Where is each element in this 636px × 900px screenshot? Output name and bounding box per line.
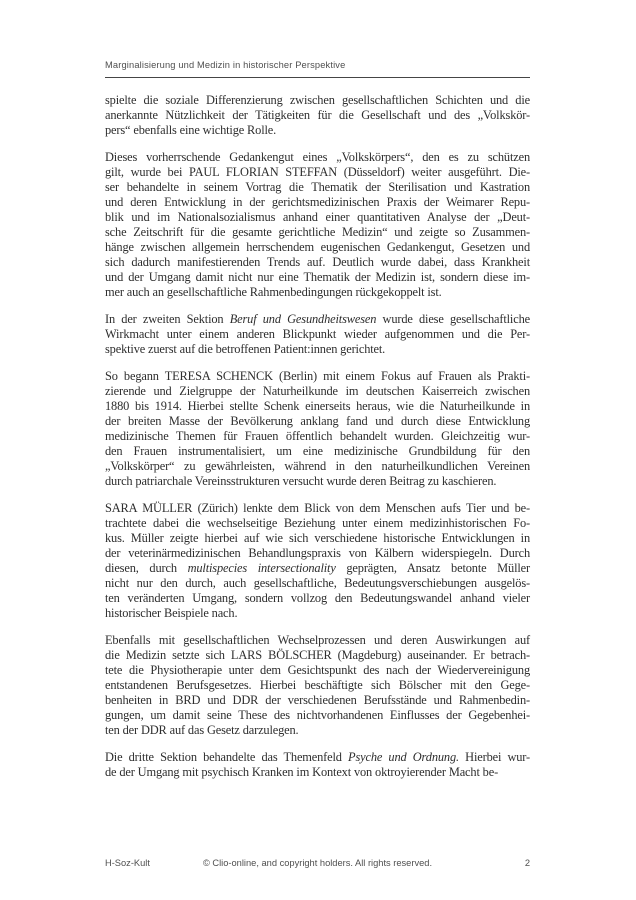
- text-line: [105, 384, 530, 399]
- text-line: [105, 150, 530, 165]
- italic-run: multispecies intersectionality: [187, 561, 336, 575]
- paragraph: [105, 312, 530, 357]
- text-run: und deren Entwicklung in der gerichtsmedizinischen Praxis der Weimarer Repu-: [105, 195, 530, 209]
- text-line: [105, 606, 530, 621]
- text-line: [105, 531, 530, 546]
- text-run: Die dritte Sektion behandelte das Themenfeld: [105, 750, 349, 764]
- text-line: [105, 327, 530, 342]
- text-run: mer auch an gesellschaftliche Rahmenbedingungen rückgekoppelt ist.: [105, 285, 442, 299]
- text-run: Ebenfalls mit gesellschaftlichen Wechselprozessen und deren Auswirkungen auf: [105, 633, 530, 647]
- text-run: „Volkskörper“ zu gewährleisten, während in den naturheilkundlichen Vereinen: [105, 459, 530, 473]
- text-run: historischer Beispiele nach.: [105, 606, 238, 620]
- page-footer: [105, 857, 530, 871]
- text-line: [105, 723, 530, 738]
- italic-run: Psyche und Ordnung.: [348, 750, 459, 764]
- paragraph: [105, 150, 530, 300]
- text-line: [105, 399, 530, 414]
- text-run: sich dadurch manifestierenden Trends auf. Deutlich wurde dabei, dass Krankheit: [105, 255, 530, 269]
- text-line: [105, 546, 530, 561]
- text-line: [105, 591, 530, 606]
- text-line: [105, 576, 530, 591]
- text-line: [105, 270, 530, 285]
- text-line: [105, 255, 530, 270]
- text-run: ten veränderten Umgang, sondern vollzog den Bedeutungswandel anhand vieler: [105, 591, 530, 605]
- text-line: [105, 633, 530, 648]
- text-run: In der zweiten Sektion: [105, 312, 230, 326]
- text-run: trachtete dabei die wechselseitige Beziehung unter einem medizinhistorischen Fo-: [105, 516, 530, 530]
- text-line: [105, 312, 530, 327]
- text-line: [105, 561, 530, 576]
- text-line: [105, 108, 530, 123]
- document-body: [105, 93, 530, 780]
- text-line: [105, 342, 530, 357]
- text-line: [105, 285, 530, 300]
- text-line: [105, 225, 530, 240]
- text-line: [105, 195, 530, 210]
- text-line: [105, 750, 530, 765]
- content-area: [105, 59, 530, 792]
- running-head: Marginalisierung und Medizin in historischer Perspektive: [105, 60, 346, 70]
- text-run: pers“ ebenfalls eine wichtige Rolle.: [105, 123, 277, 137]
- text-run: den Frauen instrumentalisiert, um eine medizinische Grundbildung für den: [105, 444, 530, 458]
- text-line: [105, 765, 530, 780]
- text-run: So begann TERESA SCHENCK (Berlin) mit einem Fokus auf Frauen als Prakti-: [105, 369, 530, 383]
- text-line: [105, 93, 530, 108]
- paragraph: [105, 93, 530, 138]
- text-line: [105, 165, 530, 180]
- text-line: [105, 240, 530, 255]
- text-line: [105, 678, 530, 693]
- text-run: ten der DDR auf das Gesetz darzulegen.: [105, 723, 299, 737]
- text-run: hänge zwischen allgemein herrschendem eugenischen Gedankengut, Gesetzen und: [105, 240, 530, 254]
- text-run: nicht nur den durch, auch gesellschaftliche, Bedeutungsverschiebungen ausgelös-: [105, 576, 530, 590]
- text-run: der breiten Masse der Bevölkerung anklang fand und durch diese Entwicklung: [105, 414, 530, 428]
- text-run: Dieses vorherrschende Gedankengut eines „Volkskörpers“, den es zu schützen: [105, 150, 530, 164]
- text-run: Wirkmacht unter einem anderen Blickpunkt wieder aufgenommen und die Per-: [105, 327, 530, 341]
- text-run: medizinische Themen für Frauen öffentlich behandelt wurden. Gleichzeitig wur-: [105, 429, 530, 443]
- text-run: sche Zeitschrift für die gesamte gerichtliche Medizin“ und zeigte so Zusammen-: [105, 225, 530, 239]
- text-run: diesen, durch: [105, 561, 188, 575]
- text-run: de der Umgang mit psychisch Kranken im Kontext von oktroyierender Macht be-: [105, 765, 499, 779]
- text-run: und der Umgang damit nicht nur eine Thematik der Medizin ist, sondern diese im-: [105, 270, 530, 284]
- text-line: [105, 369, 530, 384]
- text-run: der veterinärmedizinischen Behandlungspraxis von Kälbern widerspiegeln. Durch: [105, 546, 530, 560]
- text-line: [105, 474, 530, 489]
- text-line: [105, 648, 530, 663]
- text-run: tete die Physiotherapie unter dem Gesichtspunkt des nach der Wiedervereinigung: [105, 663, 530, 677]
- text-run: kus. Müller zeigte hierbei auf wie sich verschiedene historische Entwicklungen in: [105, 531, 530, 545]
- footer-publisher: H-Soz-Kult: [105, 858, 150, 868]
- text-run: spielte die soziale Differenzierung zwischen gesellschaftlichen Schichten und die: [105, 93, 530, 107]
- text-line: [105, 501, 530, 516]
- text-line: [105, 444, 530, 459]
- paragraph: [105, 501, 530, 621]
- text-run: geprägten, Ansatz betonte Müller: [335, 561, 530, 575]
- text-line: [105, 429, 530, 444]
- italic-run: Beruf und Gesundheitswesen: [229, 312, 377, 326]
- text-line: [105, 663, 530, 678]
- text-run: wurde diese gesellschaftliche: [376, 312, 530, 326]
- text-line: [105, 210, 530, 225]
- paragraph: [105, 633, 530, 738]
- text-run: gilt, wurde bei PAUL FLORIAN STEFFAN (Düsseldorf) weiter ausgeführt. Die-: [105, 165, 530, 179]
- text-run: zierende und Zielgruppe der Naturheilkunde im deutschen Kaiserreich zwischen: [105, 384, 530, 398]
- text-line: [105, 516, 530, 531]
- text-run: spektive zuerst auf die betroffenen Patient:innen gerichtet.: [105, 342, 386, 356]
- text-line: [105, 123, 530, 138]
- footer-copyright: © Clio-online, and copyright holders. All rights reserved.: [202, 858, 433, 868]
- text-line: [105, 708, 530, 723]
- text-line: [105, 693, 530, 708]
- paragraph: [105, 369, 530, 489]
- text-line: [105, 414, 530, 429]
- text-line: [105, 180, 530, 195]
- text-run: SARA MÜLLER (Zürich) lenkte dem Blick von dem Menschen aufs Tier und be-: [105, 501, 530, 515]
- text-run: durch patriarchale Vereinsstrukturen versucht wurde deren Beitrag zu kaschieren.: [105, 474, 497, 488]
- footer-page-number: 2: [524, 858, 530, 868]
- text-run: gungen, um damit seine These des nichtvorhandenen Einflusses der Gegebenhei-: [105, 708, 530, 722]
- page-header: [105, 59, 530, 78]
- paragraph: [105, 750, 530, 780]
- text-run: benheiten in BRD und DDR der verschiedenen Berufsstände und Rahmenbedin-: [105, 693, 530, 707]
- text-run: 1880 bis 1914. Hierbei stellte Schenk einerseits heraus, wie die Naturheilkunde in: [105, 399, 530, 413]
- text-run: entstandenen Berufsgesetzes. Hierbei beschäftigte sich Bölscher mit den Gege-: [105, 678, 530, 692]
- text-run: blik und im Nationalsozialismus anhand einer quantitativen Analyse der „Deut-: [105, 210, 530, 224]
- text-run: ser behandelte in seinem Vortrag die Thematik der Sterilisation und Kastration: [105, 180, 530, 194]
- text-run: die Medizin setzte sich LARS BÖLSCHER (Magdeburg) auseinander. Er betrach-: [105, 648, 530, 662]
- text-run: Hierbei wur-: [458, 750, 530, 764]
- text-line: [105, 459, 530, 474]
- text-run: anerkannte Nützlichkeit der Tätigkeiten für die Gesellschaft und des „Volkskör-: [105, 108, 530, 122]
